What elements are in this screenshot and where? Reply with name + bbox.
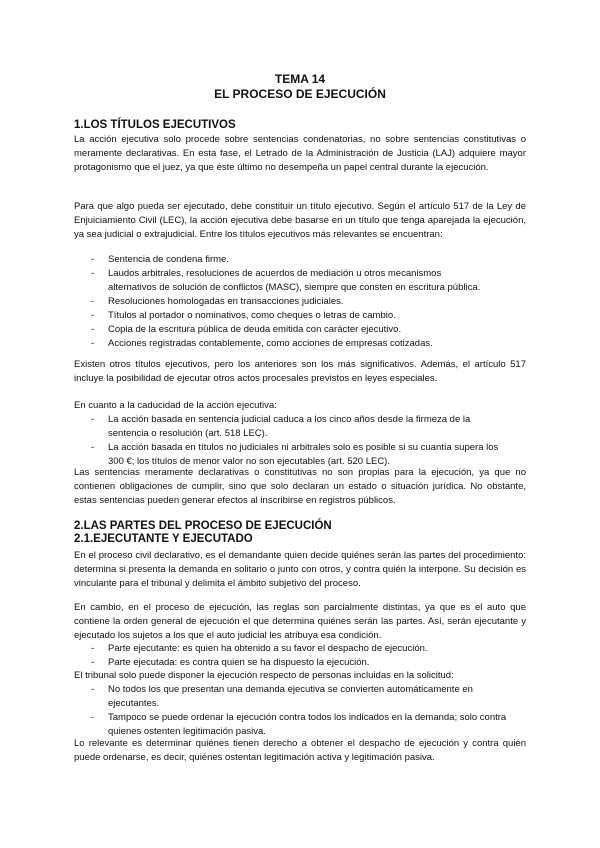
section-2-para-4 <box>74 737 526 765</box>
paragraph: Existen otros títulos ejecutivos, pero los anteriores son los más significativos. Además, el artículo 517 incluye la posibilidad de ejecutar otros actos procesales previstos en leyes especiales. <box>74 359 526 384</box>
paragraph: Para que algo pueda ser ejecutado, debe constituir un título ejecutivo. Según el artículo 517 de la Ley de Enjuiciamiento Civil (LEC), la acción ejecutiva debe basarse en un título que tenga aparejada la ejecución, ya sea judicial o extrajudicial. Entre los títulos ejecutivos más relevantes se encuentran: <box>74 201 526 240</box>
legitimation-list <box>74 683 526 739</box>
paragraph: En cambio, en el proceso de ejecución, las reglas son parcialmente distintas, ya que es el auto que contiene la orden general de ejecución el que determina quiénes serán las partes. Así, serán ejecutante y ejecutado los sujetos a los que el auto judicial les atribuya esa condición. <box>74 602 526 641</box>
paragraph: Las sentencias meramente declarativas o constitutivas no son propias para la ejecución, ya que no contienen obligaciones de cumplir, sino que solo declaran un estado o situación jurídica. No obstante, estas sentencias pueden generar efectos al inscribirse en registros públicos. <box>74 467 526 506</box>
section-2-para-1 <box>74 549 526 591</box>
list-item: - Resoluciones homologadas en transacciones judiciales. <box>74 295 488 309</box>
parties-list <box>74 642 526 670</box>
paragraph: Lo relevante es determinar quiénes tienen derecho a obtener el despacho de ejecución y contra quién puede ordenarse, es decir, quiénes ostentan legitimación activa y legitimación pasiva. <box>74 738 526 763</box>
section-2-para-3 <box>74 669 526 683</box>
paragraph: El tribunal solo puede disponer la ejecución respecto de personas incluidas en la solicitud: <box>74 670 454 681</box>
list-item: - Acciones registradas contablemente, como acciones de empresas cotizadas. <box>74 337 488 351</box>
section-1-para-3 <box>74 358 526 386</box>
list-item: - Títulos al portador o nominativos, como cheques o letras de cambio. <box>74 309 488 323</box>
list-item: - Copia de la escritura pública de deuda emitida con carácter ejecutivo. <box>74 323 488 337</box>
paragraph: En cuanto a la caducidad de la acción ejecutiva: <box>74 400 277 411</box>
section-1-para-4 <box>74 399 526 413</box>
paragraph: En el proceso civil declarativo, es el demandante quien decide quiénes serán las partes del procedimiento: determina si presenta la demanda en solitario o junto con otros, y contra quién la interpone. Su decisión es vinculante para el tribunal y delimita el ámbito subjetivo del proceso. <box>74 550 526 589</box>
title-types-list <box>74 253 526 351</box>
section-1-title: 1.LOS TÍTULOS EJECUTIVOS <box>74 119 236 131</box>
section-1-para-2 <box>74 200 526 242</box>
section-1-para-1 <box>74 133 526 175</box>
list-item: - Sentencia de condena firme. <box>74 253 488 267</box>
subsection-2-1-title: 2.1.EJECUTANTE Y EJECUTADO <box>74 533 253 545</box>
list-item: - Tampoco se puede ordenar la ejecución contra todos los indicados en la demanda; solo contra quienes ostenten legitimación pasiva. <box>74 711 508 739</box>
caducity-list <box>74 413 526 469</box>
section-2-title: 2.LAS PARTES DEL PROCESO DE EJECUCIÓN <box>74 520 332 532</box>
document-title <box>74 72 526 102</box>
list-item: - Laudos arbitrales, resoluciones de acuerdos de mediación u otros mecanismos alternativos de solución de conflictos (MASC), siempre que consten en escritura pública. <box>74 267 488 295</box>
list-item: - La acción basada en sentencia judicial caduca a los cinco años desde la firmeza de la sentencia o resolución (art. 518 LEC). <box>74 413 508 441</box>
title-line-1: TEMA 14 <box>274 72 326 86</box>
list-item: - La acción basada en títulos no judiciales ni arbitrales solo es posible si su cuantía supera los 300 €; los títulos de menor valor no son ejecutables (art. 520 LEC). <box>74 441 508 469</box>
section-1-para-5 <box>74 466 526 508</box>
list-item: - Parte ejecutante: es quien ha obtenido a su favor el despacho de ejecución. <box>74 642 508 656</box>
section-1-heading <box>74 119 526 132</box>
section-2-heading <box>74 520 526 546</box>
section-2-para-2 <box>74 601 526 643</box>
title-line-2: EL PROCESO DE EJECUCIÓN <box>214 87 386 101</box>
paragraph: La acción ejecutiva solo procede sobre sentencias condenatorias, no sobre sentencias constitutivas o meramente declarativas. En esta fase, el Letrado de la Administración de Justicia (LAJ) adquiere mayor protagonismo que el juez, ya que éste último no desempeña un papel central durante la ejecución. <box>74 134 526 173</box>
list-item: - Parte ejecutada: es contra quien se ha dispuesto la ejecución. <box>74 656 508 670</box>
list-item: - No todos los que presentan una demanda ejecutiva se convierten automáticamente en ejecutantes. <box>74 683 508 711</box>
